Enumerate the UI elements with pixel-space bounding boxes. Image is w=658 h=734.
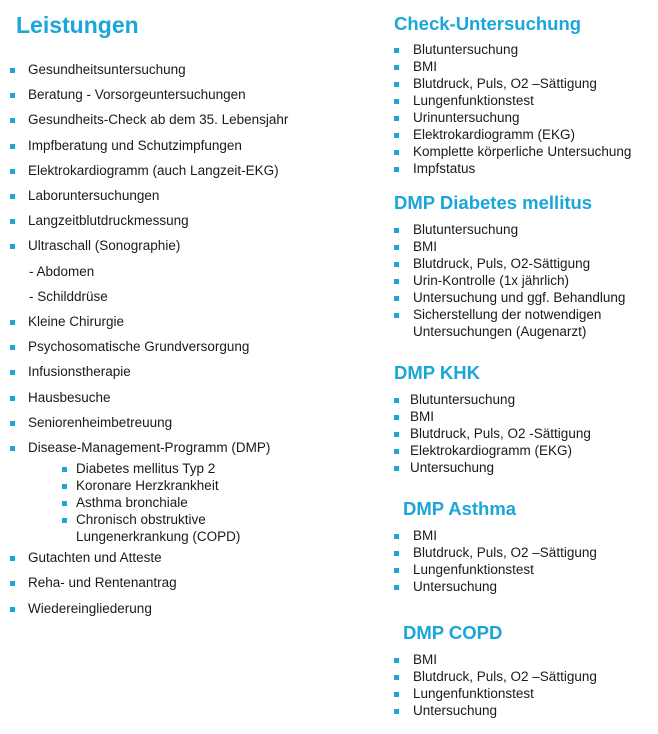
bullet-icon — [10, 118, 15, 123]
section-dmp-khk: DMP KHK Blutuntersuchung BMI Blutdruck, Puls, O2 -Sättigung Elektrokardiogramm (EKG) Untersuchung — [394, 362, 591, 475]
bullet-icon — [394, 585, 399, 590]
bullet-icon — [10, 581, 15, 586]
bullet-icon — [62, 501, 67, 506]
bullet-icon — [10, 556, 15, 561]
section-title: Check-Untersuchung — [394, 13, 582, 34]
bullet-icon — [394, 313, 399, 318]
bullet-icon — [394, 551, 399, 556]
bullet-icon — [10, 370, 15, 375]
bullet-icon — [394, 82, 399, 87]
bullet-icon — [10, 320, 15, 325]
bullet-icon — [394, 692, 399, 697]
bullet-icon — [10, 244, 15, 249]
bullet-icon — [394, 150, 399, 155]
bullet-icon — [10, 194, 15, 199]
page-title: Leistungen — [16, 12, 139, 38]
bullet-icon — [394, 116, 399, 121]
bullet-icon — [394, 709, 399, 714]
bullet-icon — [10, 144, 15, 149]
bullet-icon — [394, 449, 399, 454]
bullet-icon — [10, 396, 15, 401]
bullet-icon — [10, 607, 15, 612]
bullet-icon — [10, 93, 15, 98]
bullet-icon — [394, 568, 399, 573]
bullet-icon — [394, 398, 399, 403]
left-service-list: Gesundheitsuntersuchung Beratung - Vorsorgeuntersuchungen Gesundheits-Check ab dem 35. Lebensjahr Impfberatung und Schutzimpfungen Elektrokardiogramm (auch Langzeit-EKG) Laboruntersuchungen Langzeitblutdruckmessung Ultraschall (Sonographie) - Abdomen - Schilddrüse Kleine Chirurgie Psychosomatische Grundversorgung Infusionstherapie Hausbesuche Seniorenheimbetreuung Disease-Management-Programm (DMP) Diabetes mellitus Typ 2 Koronare Herzkrankheit Asthma bronchiale Chronisch obstruktive Lungenerkrankung (COPD) Gutachten und Atteste Reha- und Rentenantrag Wiedereingliederung — [0, 0, 380, 734]
bullet-icon — [394, 279, 399, 284]
bullet-icon — [10, 446, 15, 451]
section-title: DMP Diabetes mellitus — [394, 192, 593, 213]
bullet-icon — [394, 99, 399, 104]
section-dmp-asthma: DMP Asthma BMI Blutdruck, Puls, O2 –Sättigung Lungenfunktionstest Untersuchung — [403, 498, 658, 598]
right-program-sections — [380, 0, 658, 734]
bullet-icon — [394, 658, 399, 663]
bullet-icon — [10, 219, 15, 224]
bullet-icon — [394, 48, 399, 53]
section-title: DMP COPD — [403, 622, 503, 643]
bullet-icon — [10, 421, 15, 426]
bullet-icon — [62, 518, 67, 523]
bullet-icon — [394, 228, 399, 233]
bullet-icon — [394, 415, 399, 420]
bullet-icon — [394, 466, 399, 471]
bullet-icon — [394, 65, 399, 70]
bullet-icon — [394, 675, 399, 680]
bullet-icon — [394, 432, 399, 437]
bullet-icon — [62, 467, 67, 472]
bullet-icon — [394, 133, 399, 138]
section-check-untersuchung: Check-Untersuchung Blutuntersuchung BMI Blutdruck, Puls, O2 –Sättigung Lungenfunktionstest Urinuntersuchung Elektrokardiogramm (EKG) Komplette körperliche Untersuchung Impfstatus — [394, 13, 632, 176]
bullet-icon — [394, 534, 399, 539]
bullet-icon — [394, 296, 399, 301]
section-title: DMP KHK — [394, 362, 480, 383]
bullet-icon — [394, 245, 399, 250]
bullet-icon — [10, 345, 15, 350]
bullet-icon — [62, 484, 67, 489]
bullet-icon — [394, 262, 399, 267]
bullet-icon — [394, 167, 399, 172]
bullet-icon — [10, 169, 15, 174]
bullet-icon — [10, 68, 15, 73]
section-title: DMP Asthma — [403, 498, 517, 519]
section-dmp-diabetes: DMP Diabetes mellitus Blutuntersuchung BMI Blutdruck, Puls, O2-Sättigung Urin-Kontrolle (1x jährlich) Untersuchung und ggf. Behandlung Sicherstellung der notwendigen Untersuchungen (Augenarzt) — [394, 192, 626, 339]
section-dmp-copd: DMP COPD BMI Blutdruck, Puls, O2 –Sättigung Lungenfunktionstest Untersuchung — [403, 622, 658, 722]
